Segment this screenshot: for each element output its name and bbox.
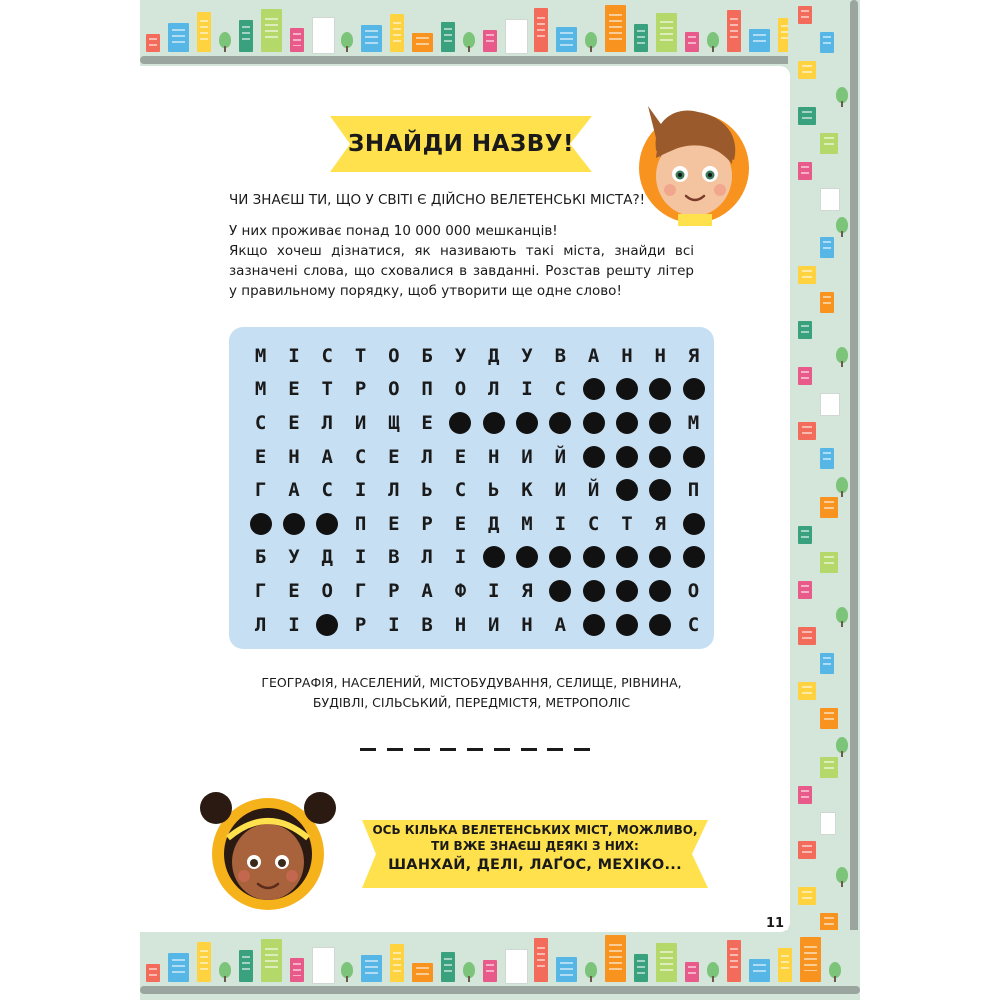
- grid-dot: [577, 406, 610, 440]
- tree-decoration: [836, 477, 848, 493]
- question-text: ЧИ ЗНАЄШ ТИ, ЩО У СВІТІ Є ДІЙСНО ВЕЛЕТЕНСЬКІ МІСТА?!: [229, 192, 646, 208]
- answer-blank: [387, 748, 403, 751]
- filled-circle: [250, 513, 272, 535]
- filled-circle: [549, 412, 571, 434]
- building-decoration: [634, 24, 648, 52]
- grid-letter: С: [354, 445, 367, 468]
- building-decoration: [361, 955, 382, 982]
- building-decoration: [146, 964, 160, 982]
- building-decoration: [168, 953, 189, 982]
- grid-letter: И: [354, 411, 367, 434]
- tree-decoration: [585, 32, 597, 48]
- filled-circle: [449, 412, 471, 434]
- grid-letter: У: [521, 344, 533, 367]
- answer-blank: [521, 748, 537, 751]
- grid-dot: [610, 440, 643, 474]
- building-decoration: [441, 952, 455, 982]
- word-list: [229, 673, 714, 713]
- road-decoration: [140, 56, 860, 64]
- grid-dot: [610, 406, 643, 440]
- grid-letter: Б: [421, 344, 433, 367]
- grid-letter: Е: [388, 512, 400, 535]
- grid-letter: І: [354, 479, 367, 502]
- filled-circle: [516, 412, 538, 434]
- building-decoration: [798, 526, 812, 544]
- building-decoration: [505, 949, 528, 984]
- building-decoration: [798, 367, 812, 385]
- filled-circle: [283, 513, 305, 535]
- tree-decoration: [829, 962, 841, 978]
- grid-letter: М: [521, 512, 533, 535]
- building-decoration: [798, 162, 812, 180]
- filled-circle: [583, 412, 605, 434]
- grid-letter: Р: [354, 613, 367, 636]
- grid-letter: Е: [454, 512, 467, 535]
- grid-dot: [311, 507, 344, 541]
- filled-circle: [649, 446, 671, 468]
- grid-letter: А: [554, 613, 567, 636]
- note-line-2: ТИ ВЖЕ ЗНАЄШ ДЕЯКІ З НИХ:: [431, 839, 639, 853]
- answer-blank: [360, 748, 376, 751]
- grid-dot: [644, 440, 677, 474]
- grid-dot: [544, 574, 577, 608]
- grid-letter: М: [254, 378, 267, 401]
- tree-decoration: [219, 32, 231, 48]
- grid-dot: [544, 406, 577, 440]
- grid-dot: [577, 574, 610, 608]
- grid-letter: Н: [454, 613, 467, 636]
- filled-circle: [583, 446, 605, 468]
- page-title: ЗНАЙДИ НАЗВУ!: [347, 131, 575, 157]
- building-decoration: [146, 34, 160, 52]
- grid-letter: А: [288, 479, 300, 502]
- building-decoration: [798, 786, 812, 804]
- grid-letter: І: [354, 546, 367, 569]
- grid-dot: [577, 440, 610, 474]
- grid-letter: Н: [288, 445, 300, 468]
- building-decoration: [412, 33, 433, 52]
- filled-circle: [616, 614, 638, 636]
- building-decoration: [197, 12, 211, 52]
- grid-letter: А: [587, 344, 600, 367]
- grid-letter: А: [421, 579, 433, 602]
- building-decoration: [798, 266, 816, 284]
- grid-dot: [610, 574, 643, 608]
- building-decoration: [798, 887, 816, 905]
- filled-circle: [616, 412, 638, 434]
- grid-letter: Г: [254, 579, 267, 602]
- intro-line-1: У них проживає понад 10 000 000 мешканців!: [229, 223, 558, 239]
- road-decoration: [850, 0, 858, 1000]
- building-decoration: [312, 947, 335, 984]
- building-decoration: [798, 841, 816, 859]
- grid-letter: Г: [354, 579, 367, 602]
- grid-letter: І: [288, 344, 300, 367]
- building-decoration: [197, 942, 211, 982]
- grid-dot: [644, 541, 677, 575]
- tree-decoration: [836, 607, 848, 623]
- grid-letter: Ф: [454, 579, 467, 602]
- grid-letter: Й: [587, 479, 600, 502]
- answer-blank: [574, 748, 590, 751]
- building-decoration: [798, 321, 812, 339]
- grid-letter: Е: [421, 411, 433, 434]
- grid-dot: [677, 440, 710, 474]
- grid-letter: Т: [321, 378, 333, 401]
- grid-letter: Н: [654, 344, 666, 367]
- filled-circle: [616, 546, 638, 568]
- filled-circle: [683, 513, 705, 535]
- grid-dot: [644, 373, 677, 407]
- grid-letter: Д: [488, 344, 500, 367]
- title-banner: [330, 112, 592, 176]
- building-decoration: [361, 25, 382, 52]
- grid-letter: О: [388, 344, 400, 367]
- building-decoration: [685, 962, 699, 982]
- grid-letter: У: [288, 546, 300, 569]
- building-decoration: [798, 422, 816, 440]
- building-decoration: [483, 960, 497, 982]
- grid-letter: С: [254, 411, 267, 434]
- grid-letter: Л: [421, 546, 433, 569]
- building-decoration: [261, 9, 282, 52]
- filled-circle: [649, 614, 671, 636]
- word-list-line-1: ГЕОГРАФІЯ, НАСЕЛЕНИЙ, МІСТОБУДУВАННЯ, СЕЛИЩЕ, РІВНИНА,: [261, 675, 682, 690]
- building-decoration: [820, 393, 840, 416]
- grid-letter: Д: [321, 546, 333, 569]
- grid-letter: К: [521, 479, 533, 502]
- grid-letter: А: [321, 445, 333, 468]
- answer-blank: [440, 748, 456, 751]
- grid-dot: [677, 373, 710, 407]
- building-decoration: [441, 22, 455, 52]
- filled-circle: [483, 546, 505, 568]
- building-decoration: [798, 6, 812, 24]
- building-decoration: [778, 948, 792, 982]
- grid-letter: Н: [621, 344, 633, 367]
- grid-letter: Т: [354, 344, 367, 367]
- filled-circle: [549, 580, 571, 602]
- building-decoration: [168, 23, 189, 52]
- tree-decoration: [836, 867, 848, 883]
- city-border-right: [788, 0, 860, 1000]
- building-decoration: [820, 292, 834, 313]
- building-decoration: [656, 13, 677, 52]
- filled-circle: [483, 412, 505, 434]
- building-decoration: [534, 8, 548, 52]
- filled-circle: [316, 614, 338, 636]
- tree-decoration: [463, 962, 475, 978]
- grid-dot: [644, 473, 677, 507]
- building-decoration: [820, 653, 834, 674]
- grid-letter: И: [521, 445, 533, 468]
- grid-letter: Л: [421, 445, 433, 468]
- building-decoration: [556, 957, 577, 982]
- grid-dot: [244, 507, 277, 541]
- grid-letter: Е: [454, 445, 467, 468]
- building-decoration: [820, 188, 840, 211]
- filled-circle: [616, 378, 638, 400]
- building-decoration: [534, 938, 548, 982]
- filled-circle: [616, 446, 638, 468]
- girl-avatar: [198, 788, 338, 912]
- note-text: [362, 822, 708, 876]
- answer-blanks: [360, 748, 590, 754]
- building-decoration: [820, 237, 834, 258]
- filled-circle: [583, 378, 605, 400]
- building-decoration: [685, 32, 699, 52]
- grid-letter: І: [554, 512, 567, 535]
- building-decoration: [505, 19, 528, 54]
- building-decoration: [820, 812, 836, 835]
- grid-letter: О: [454, 378, 467, 401]
- city-border-top: [140, 0, 860, 70]
- grid-letter: С: [321, 479, 333, 502]
- filled-circle: [583, 580, 605, 602]
- tree-decoration: [463, 32, 475, 48]
- building-decoration: [656, 943, 677, 982]
- building-decoration: [556, 27, 577, 52]
- filled-circle: [583, 614, 605, 636]
- grid-letter: Я: [687, 344, 700, 367]
- grid-letter: Л: [388, 479, 400, 502]
- grid-letter: Е: [388, 445, 400, 468]
- building-decoration: [605, 5, 626, 52]
- filled-circle: [616, 580, 638, 602]
- building-decoration: [820, 708, 838, 729]
- grid-letter: Д: [488, 512, 500, 535]
- grid-dot: [610, 608, 643, 642]
- grid-letter: Р: [421, 512, 433, 535]
- grid-letter: Т: [621, 512, 633, 535]
- building-decoration: [749, 29, 770, 52]
- building-decoration: [820, 497, 838, 518]
- grid-letter: Б: [254, 546, 267, 569]
- building-decoration: [798, 682, 816, 700]
- grid-letter: С: [687, 613, 700, 636]
- grid-letter: У: [454, 344, 467, 367]
- note-line-3: ШАНХАЙ, ДЕЛІ, ЛАҐОС, МЕХІКО...: [388, 857, 682, 873]
- filled-circle: [583, 546, 605, 568]
- building-decoration: [798, 107, 816, 125]
- building-decoration: [261, 939, 282, 982]
- tree-decoration: [341, 962, 353, 978]
- grid-letter: Й: [554, 445, 567, 468]
- grid-letter: П: [421, 378, 433, 401]
- building-decoration: [634, 954, 648, 982]
- grid-letter: И: [488, 613, 500, 636]
- building-decoration: [820, 757, 838, 778]
- building-decoration: [390, 944, 404, 982]
- tree-decoration: [836, 217, 848, 233]
- grid-dot: [577, 373, 610, 407]
- filled-circle: [316, 513, 338, 535]
- tree-decoration: [836, 347, 848, 363]
- grid-letter: Л: [321, 411, 333, 434]
- city-border-bottom: [140, 930, 860, 1000]
- grid-letter: Е: [288, 378, 300, 401]
- building-decoration: [239, 20, 253, 52]
- grid-dot: [610, 373, 643, 407]
- intro-text: [229, 221, 694, 301]
- grid-letter: В: [554, 344, 567, 367]
- building-decoration: [290, 958, 304, 982]
- grid-letter: О: [388, 378, 400, 401]
- grid-dot: [477, 541, 510, 575]
- building-decoration: [798, 627, 816, 645]
- tree-decoration: [707, 32, 719, 48]
- grid-dot: [644, 608, 677, 642]
- word-search-grid: [229, 327, 714, 649]
- grid-dot: [544, 541, 577, 575]
- filled-circle: [649, 412, 671, 434]
- answer-blank: [547, 748, 563, 751]
- grid-letter: Р: [388, 579, 400, 602]
- grid-dot: [644, 574, 677, 608]
- building-decoration: [239, 950, 253, 982]
- grid-dot: [677, 541, 710, 575]
- grid-dot: [444, 406, 477, 440]
- filled-circle: [683, 546, 705, 568]
- building-decoration: [727, 10, 741, 52]
- tree-decoration: [585, 962, 597, 978]
- grid-letter: С: [321, 344, 333, 367]
- grid-letter: М: [254, 344, 267, 367]
- grid-letter: І: [288, 613, 300, 636]
- building-decoration: [727, 940, 741, 982]
- grid-letter: И: [554, 479, 567, 502]
- filled-circle: [516, 546, 538, 568]
- grid-dot: [677, 507, 710, 541]
- building-decoration: [798, 61, 816, 79]
- answer-blank: [414, 748, 430, 751]
- building-decoration: [820, 552, 838, 573]
- tree-decoration: [707, 962, 719, 978]
- tree-decoration: [219, 962, 231, 978]
- filled-circle: [649, 546, 671, 568]
- building-decoration: [798, 581, 812, 599]
- building-decoration: [605, 935, 626, 982]
- grid-dot: [577, 541, 610, 575]
- filled-circle: [683, 378, 705, 400]
- grid-letter: В: [388, 546, 400, 569]
- tree-decoration: [341, 32, 353, 48]
- building-decoration: [800, 937, 821, 982]
- grid-dot: [510, 541, 543, 575]
- grid-letter: І: [388, 613, 400, 636]
- answer-blank: [494, 748, 510, 751]
- grid-dot: [644, 406, 677, 440]
- grid-dot: [610, 473, 643, 507]
- boy-avatar: [638, 98, 750, 228]
- grid-letter: Е: [288, 411, 300, 434]
- grid-letter: І: [521, 378, 533, 401]
- grid-dot: [277, 507, 310, 541]
- grid-letter: С: [587, 512, 600, 535]
- grid-dot: [477, 406, 510, 440]
- word-list-line-2: БУДІВЛІ, СІЛЬСЬКИЙ, ПЕРЕДМІСТЯ, МЕТРОПОЛІС: [312, 695, 631, 710]
- grid-dot: [610, 541, 643, 575]
- grid-letter: Ь: [488, 479, 500, 502]
- grid-letter: Е: [288, 579, 300, 602]
- building-decoration: [290, 28, 304, 52]
- building-decoration: [820, 32, 834, 53]
- grid-letter: Г: [254, 479, 267, 502]
- grid-letter: І: [488, 579, 500, 602]
- filled-circle: [549, 546, 571, 568]
- grid-dot: [510, 406, 543, 440]
- grid-letter: Л: [254, 613, 267, 636]
- grid-letter: Щ: [388, 411, 400, 434]
- grid-letter: Я: [521, 579, 533, 602]
- road-decoration: [140, 986, 860, 994]
- filled-circle: [683, 446, 705, 468]
- grid-dot: [577, 608, 610, 642]
- grid-letter: С: [454, 479, 467, 502]
- grid-letter: Е: [254, 445, 267, 468]
- building-decoration: [483, 30, 497, 52]
- tree-decoration: [836, 737, 848, 753]
- grid-cells: [244, 339, 710, 641]
- filled-circle: [649, 580, 671, 602]
- grid-letter: Н: [521, 613, 533, 636]
- grid-letter: С: [554, 378, 567, 401]
- building-decoration: [390, 14, 404, 52]
- grid-letter: О: [321, 579, 333, 602]
- intro-line-2: Якщо хочеш дізнатися, як називають такі міста, знайди всі зазначені слова, що сховалися в завданні. Розстав решту літер у правильному порядку, щоб утворити ще одне слово!: [229, 243, 694, 299]
- grid-letter: В: [421, 613, 433, 636]
- grid-dot: [311, 608, 344, 642]
- grid-letter: Р: [354, 378, 367, 401]
- building-decoration: [820, 133, 838, 154]
- cities-note: [362, 820, 708, 888]
- grid-letter: П: [687, 479, 700, 502]
- tree-decoration: [836, 87, 848, 103]
- grid-letter: О: [687, 579, 700, 602]
- building-decoration: [412, 963, 433, 982]
- grid-letter: Ь: [421, 479, 433, 502]
- grid-letter: Л: [488, 378, 500, 401]
- building-decoration: [312, 17, 335, 54]
- building-decoration: [749, 959, 770, 982]
- filled-circle: [649, 378, 671, 400]
- building-decoration: [820, 448, 834, 469]
- grid-letter: Я: [654, 512, 666, 535]
- filled-circle: [616, 479, 638, 501]
- grid-letter: Н: [488, 445, 500, 468]
- grid-letter: М: [687, 411, 700, 434]
- grid-letter: І: [454, 546, 467, 569]
- note-line-1: ОСЬ КІЛЬКА ВЕЛЕТЕНСЬКИХ МІСТ, МОЖЛИВО,: [372, 823, 698, 837]
- grid-letter: П: [354, 512, 367, 535]
- filled-circle: [649, 479, 671, 501]
- answer-blank: [467, 748, 483, 751]
- page-number: 11: [766, 916, 785, 931]
